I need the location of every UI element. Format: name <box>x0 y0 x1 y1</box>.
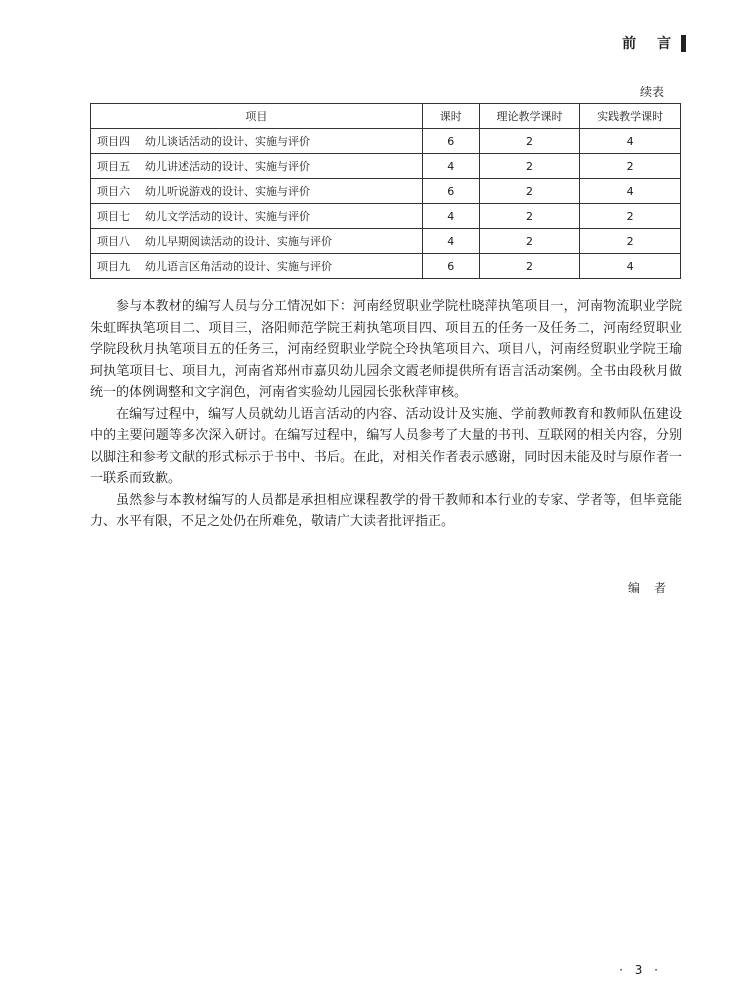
project-cell <box>91 129 423 154</box>
project-name: 幼儿讲述活动的设计、实施与评价 <box>145 160 310 173</box>
hours-cell: 6 <box>422 254 479 279</box>
project-code: 项目九 <box>97 260 130 273</box>
theory-cell: 2 <box>479 129 580 154</box>
hours-cell: 6 <box>422 179 479 204</box>
project-code: 项目七 <box>97 210 130 223</box>
table-row <box>91 129 681 154</box>
editor-signature: 编者 <box>627 581 680 595</box>
paragraph-disclaimer: 虽然参与本教材编写的人员都是承担相应课程教学的骨干教师和本行业的专家、学者等，但毕竟能力、水平有限，不足之处仍在所难免，敬请广大读者批评指正。 <box>90 492 682 529</box>
page-number: · 3 · <box>619 963 662 977</box>
header-bar <box>681 35 686 52</box>
project-name: 幼儿文学活动的设计、实施与评价 <box>145 210 310 223</box>
project-cell <box>91 204 423 229</box>
theory-cell: 2 <box>479 204 580 229</box>
theory-cell: 2 <box>479 229 580 254</box>
table-row <box>91 229 681 254</box>
project-code: 项目五 <box>97 160 130 173</box>
continued-label: 续表 <box>639 85 664 99</box>
header-title: 前 言 <box>622 36 679 52</box>
project-name: 幼儿谈话活动的设计、实施与评价 <box>145 135 310 148</box>
project-cell <box>91 254 423 279</box>
table-row <box>91 254 681 279</box>
table-row <box>91 154 681 179</box>
running-header <box>622 33 686 53</box>
paragraph-authors: 参与本教材的编写人员与分工情况如下：河南经贸职业学院杜晓萍执笔项目一，河南物流职业学院朱虹晖执笔项目二、项目三，洛阳师范学院王莉执笔项目四、项目五的任务一及任务二，河南经贸职业学院段秋月执笔项目五的任务三，河南经贸职业学院仝玲执笔项目六、项目八，河南经贸职业学院王瑜珂执笔项目七、项目九，河南省郑州市嘉贝幼儿园余文霞老师提供所有语言活动案例。全书由段秋月做统一的体例调整和文字润色，河南省实验幼儿园园长张秋萍审核。 <box>90 299 682 400</box>
project-code: 项目六 <box>97 185 130 198</box>
practice-cell: 2 <box>580 229 681 254</box>
practice-cell: 2 <box>580 154 681 179</box>
header-practice-hours: 实践教学课时 <box>580 104 681 129</box>
theory-cell: 2 <box>479 254 580 279</box>
practice-cell: 4 <box>580 254 681 279</box>
table-header-row <box>91 104 681 129</box>
hours-cell: 4 <box>422 229 479 254</box>
practice-cell: 2 <box>580 204 681 229</box>
practice-cell: 4 <box>580 129 681 154</box>
practice-cell: 4 <box>580 179 681 204</box>
header-project: 项目 <box>91 104 423 129</box>
project-name: 幼儿语言区角活动的设计、实施与评价 <box>145 260 332 273</box>
project-cell <box>91 179 423 204</box>
project-cell <box>91 229 423 254</box>
hours-cell: 4 <box>422 154 479 179</box>
theory-cell: 2 <box>479 179 580 204</box>
hours-cell: 4 <box>422 204 479 229</box>
project-code: 项目八 <box>97 235 130 248</box>
preface-body <box>90 296 682 533</box>
header-theory-hours: 理论教学课时 <box>479 104 580 129</box>
course-hours-table <box>90 103 681 279</box>
project-name: 幼儿早期阅读活动的设计、实施与评价 <box>145 235 332 248</box>
project-code: 项目四 <box>97 135 130 148</box>
theory-cell: 2 <box>479 154 580 179</box>
table-row <box>91 179 681 204</box>
project-name: 幼儿听说游戏的设计、实施与评价 <box>145 185 310 198</box>
hours-cell: 6 <box>422 129 479 154</box>
table-row <box>91 204 681 229</box>
project-cell <box>91 154 423 179</box>
paragraph-process: 在编写过程中，编写人员就幼儿语言活动的内容、活动设计及实施、学前教师教育和教师队伍建设中的主要问题等多次深入研讨。在编写过程中，编写人员参考了大量的书刊、互联网的相关内容，分别以脚注和参考文献的形式标示于书中、书后。在此，对相关作者表示感谢，同时因未能及时与原作者一一联系而致歉。 <box>90 406 682 486</box>
header-hours: 课时 <box>422 104 479 129</box>
